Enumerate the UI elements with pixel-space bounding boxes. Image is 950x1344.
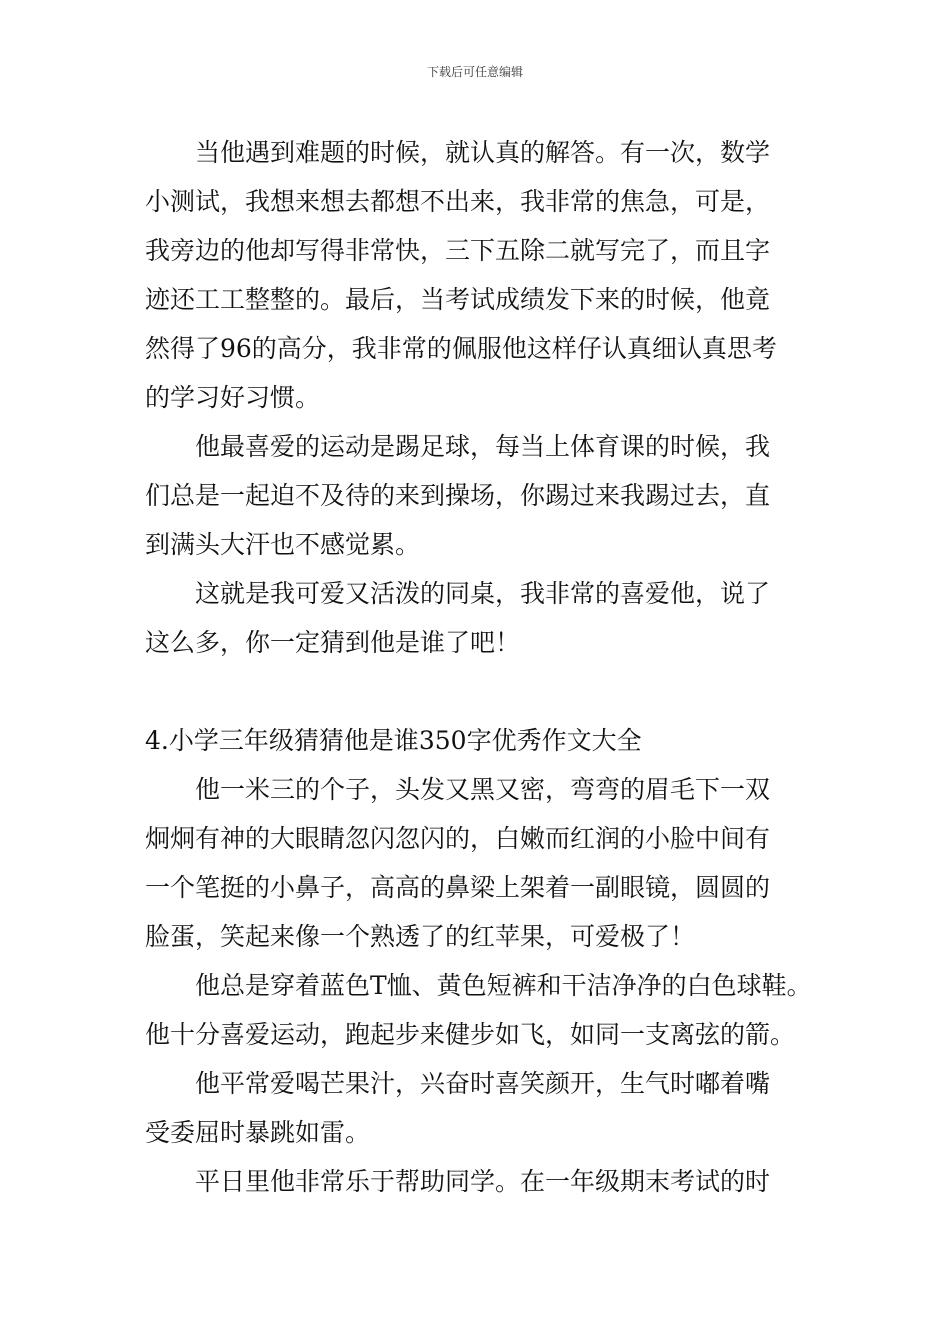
text-line: 他总是穿着蓝色T恤、黄色短裤和干洁净净的白色球鞋。 [145,971,812,1000]
page-header: 下载后可任意编辑 [426,65,523,79]
text-line: 迹还工工整整的。最后，当考试成绩发下来的时候，他竟 [145,285,771,314]
document-body [145,128,815,1206]
text-line: 们总是一起迫不及待的来到操场，你踢过来我踢过去，直 [145,481,771,510]
text-line: 一个笔挺的小鼻子，高高的鼻梁上架着一副眼镜，圆圆的 [145,873,771,902]
text-line: 平日里他非常乐于帮助同学。在一年级期末考试的时 [145,1167,771,1196]
text-line: 到满头大汗也不感觉累。 [145,530,421,559]
text-line: 他平常爱喝芒果汁，兴奋时喜笑颜开，生气时嘟着嘴 [145,1069,771,1098]
blank-line [145,667,815,716]
text-line: 的学习好习惯。 [145,383,321,412]
text-line: 炯炯有神的大眼睛忽闪忽闪的，白嫩而红润的小脸中间有 [145,824,771,853]
text-line: 脸蛋，笑起来像一个熟透了的红苹果，可爱极了！ [145,922,696,951]
section-heading: 4.小学三年级猜猜他是谁350字优秀作文大全 [145,726,642,755]
text-line: 受委屈时暴跳如雷。 [145,1118,371,1147]
text-line: 然得了96的高分，我非常的佩服他这样仔认真细认真思考 [145,334,777,363]
text-line: 他一米三的个子，头发又黑又密，弯弯的眉毛下一双 [145,775,771,804]
text-line: 当他遇到难题的时候，就认真的解答。有一次，数学 [145,138,771,167]
text-line: 他十分喜爱运动，跑起步来健步如飞，如同一支离弦的箭。 [145,1020,796,1049]
text-line: 这就是我可爱又活泼的同桌，我非常的喜爱他，说了 [145,579,771,608]
text-line: 这么多，你一定猜到他是谁了吧！ [145,628,521,657]
text-line: 我旁边的他却写得非常快，三下五除二就写完了，而且字 [145,236,771,265]
text-line: 小测试，我想来想去都想不出来，我非常的焦急，可是， [145,187,771,216]
text-line: 他最喜爱的运动是踢足球，每当上体育课的时候，我 [145,432,771,461]
